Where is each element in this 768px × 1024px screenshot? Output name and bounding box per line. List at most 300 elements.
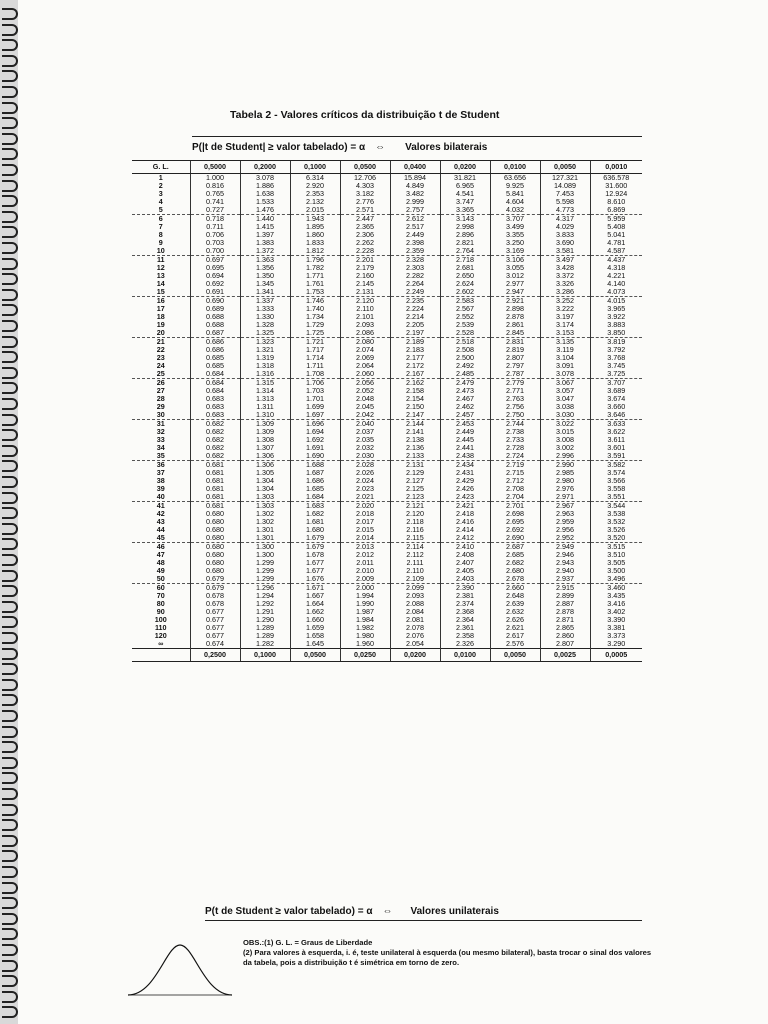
spiral-ring bbox=[2, 55, 18, 67]
critical-value-cell: 3.544 bbox=[590, 502, 642, 511]
critical-value-cell: 0.688 bbox=[190, 313, 240, 321]
critical-value-cell: 2.183 bbox=[390, 346, 440, 354]
gl-cell: 37 bbox=[156, 469, 165, 477]
critical-value-cell: 12.924 bbox=[590, 190, 642, 198]
critical-value-cell: 1.690 bbox=[290, 452, 340, 461]
critical-value-cell: 2.306 bbox=[340, 231, 390, 239]
critical-value-cell: 2.056 bbox=[340, 379, 390, 388]
gl-cell: 90 bbox=[156, 608, 165, 616]
unilateral-alpha: 0,1000 bbox=[240, 649, 290, 662]
critical-value-cell: 9.925 bbox=[490, 182, 540, 190]
critical-value-cell: 2.687 bbox=[490, 543, 540, 552]
critical-value-cell: 1.296 bbox=[240, 584, 290, 593]
critical-value-cell: 2.976 bbox=[540, 485, 590, 493]
critical-value-cell: 3.646 bbox=[590, 411, 642, 420]
critical-value-cell: 3.883 bbox=[590, 321, 642, 329]
critical-value-cell: 3.768 bbox=[590, 354, 642, 362]
critical-value-cell: 2.999 bbox=[390, 198, 440, 206]
critical-value-cell: 2.078 bbox=[390, 624, 440, 632]
critical-value-cell: 1.677 bbox=[290, 567, 340, 575]
critical-value-cell: 1.860 bbox=[290, 231, 340, 239]
spiral-ring bbox=[2, 554, 18, 566]
critical-value-cell: 1.300 bbox=[240, 551, 290, 559]
critical-value-cell: 1.687 bbox=[290, 469, 340, 477]
alpha-header: 0,0400 bbox=[390, 161, 440, 174]
critical-value-cell: 1.671 bbox=[290, 584, 340, 593]
critical-value-cell: 3.660 bbox=[590, 403, 642, 411]
critical-value-cell: 2.744 bbox=[490, 420, 540, 429]
critical-value-cell: 3.143 bbox=[440, 215, 490, 224]
critical-value-cell: 0.741 bbox=[190, 198, 240, 206]
gl-cell: 41 bbox=[156, 501, 165, 510]
critical-value-cell: 2.035 bbox=[340, 436, 390, 444]
critical-value-cell: 1.782 bbox=[290, 264, 340, 272]
critical-value-cell: 2.764 bbox=[440, 247, 490, 256]
critical-value-cell: 2.125 bbox=[390, 485, 440, 493]
critical-value-cell: 1.746 bbox=[290, 297, 340, 306]
spiral-ring bbox=[2, 273, 18, 285]
critical-value-cell: 2.201 bbox=[340, 256, 390, 265]
spiral-ring bbox=[2, 507, 18, 519]
spiral-ring bbox=[2, 523, 18, 535]
table-row bbox=[132, 329, 642, 338]
critical-value-cell: 2.602 bbox=[440, 288, 490, 297]
table-row bbox=[132, 616, 642, 624]
critical-value-cell: 3.435 bbox=[590, 592, 642, 600]
critical-value-cell: 1.676 bbox=[290, 575, 340, 584]
critical-value-cell: 3.499 bbox=[490, 223, 540, 231]
table-row bbox=[132, 231, 642, 239]
critical-value-cell: 0.700 bbox=[190, 247, 240, 256]
critical-value-cell: 0.684 bbox=[190, 387, 240, 395]
spiral-ring bbox=[2, 164, 18, 176]
critical-value-cell: 1.679 bbox=[290, 543, 340, 552]
critical-value-cell: 6.965 bbox=[440, 182, 490, 190]
critical-value-cell: 3.252 bbox=[540, 297, 590, 306]
critical-value-cell: 2.086 bbox=[340, 329, 390, 338]
critical-value-cell: 2.845 bbox=[490, 329, 540, 338]
unilateral-header bbox=[205, 906, 642, 921]
critical-value-cell: 3.725 bbox=[590, 370, 642, 379]
critical-value-cell: 636.578 bbox=[590, 174, 642, 183]
critical-value-cell: 0.677 bbox=[190, 616, 240, 624]
critical-value-cell: 2.398 bbox=[390, 239, 440, 247]
critical-value-cell: 5.041 bbox=[590, 231, 642, 239]
spiral-ring bbox=[2, 928, 18, 940]
critical-value-cell: 1.734 bbox=[290, 313, 340, 321]
critical-value-cell: 0.765 bbox=[190, 190, 240, 198]
critical-value-cell: 2.650 bbox=[440, 272, 490, 280]
critical-value-cell: 0.685 bbox=[190, 354, 240, 362]
table-row bbox=[132, 551, 642, 559]
critical-value-cell: 3.460 bbox=[590, 584, 642, 593]
gl-cell: 100 bbox=[154, 616, 167, 624]
critical-value-cell: 0.680 bbox=[190, 559, 240, 567]
critical-value-cell: 2.887 bbox=[540, 600, 590, 608]
critical-value-cell: 2.421 bbox=[440, 502, 490, 511]
critical-value-cell: 3.390 bbox=[590, 616, 642, 624]
critical-value-cell: 1.658 bbox=[290, 632, 340, 640]
gl-cell: 13 bbox=[156, 272, 165, 280]
critical-value-cell: 3.012 bbox=[490, 272, 540, 280]
critical-value-cell: 2.528 bbox=[440, 329, 490, 338]
critical-value-cell: 2.920 bbox=[290, 182, 340, 190]
critical-value-cell: 0.680 bbox=[190, 534, 240, 543]
spiral-ring bbox=[2, 913, 18, 925]
table-row bbox=[132, 239, 642, 247]
critical-value-cell: 0.680 bbox=[190, 551, 240, 559]
table-row bbox=[132, 182, 642, 190]
critical-value-cell: 3.515 bbox=[590, 543, 642, 552]
critical-value-cell: 1.682 bbox=[290, 510, 340, 518]
spiral-ring bbox=[2, 1006, 18, 1018]
critical-value-cell: 1.328 bbox=[240, 321, 290, 329]
critical-value-cell: 2.648 bbox=[490, 592, 540, 600]
critical-value-cell: 2.353 bbox=[290, 190, 340, 198]
critical-value-cell: 1.000 bbox=[190, 174, 240, 183]
critical-value-cell: 3.582 bbox=[590, 461, 642, 470]
critical-value-cell: 3.510 bbox=[590, 551, 642, 559]
critical-value-cell: 31.600 bbox=[590, 182, 642, 190]
critical-value-cell: 1.721 bbox=[290, 338, 340, 347]
gl-cell: 16 bbox=[156, 296, 165, 305]
spiral-ring bbox=[2, 772, 18, 784]
table-row bbox=[132, 469, 642, 477]
critical-value-cell: 1.306 bbox=[240, 452, 290, 461]
spiral-ring bbox=[2, 195, 18, 207]
critical-value-cell: 0.678 bbox=[190, 600, 240, 608]
critical-value-cell: 2.719 bbox=[490, 461, 540, 470]
critical-value-cell: 2.109 bbox=[390, 575, 440, 584]
unilateral-alpha: 0,0500 bbox=[290, 649, 340, 662]
critical-value-cell: 2.467 bbox=[440, 395, 490, 403]
critical-value-cell: 2.632 bbox=[490, 608, 540, 616]
critical-value-cell: 6.314 bbox=[290, 174, 340, 183]
critical-value-cell: 3.355 bbox=[490, 231, 540, 239]
critical-value-cell: 1.796 bbox=[290, 256, 340, 265]
table-row bbox=[132, 428, 642, 436]
spiral-ring bbox=[2, 757, 18, 769]
critical-value-cell: 1.960 bbox=[340, 640, 390, 649]
spiral-ring bbox=[2, 835, 18, 847]
critical-value-cell: 2.013 bbox=[340, 543, 390, 552]
critical-value-cell: 2.131 bbox=[340, 288, 390, 297]
critical-value-cell: 2.771 bbox=[490, 387, 540, 395]
critical-value-cell: 2.018 bbox=[340, 510, 390, 518]
critical-value-cell: 0.691 bbox=[190, 288, 240, 297]
critical-value-cell: 3.566 bbox=[590, 477, 642, 485]
spiral-ring bbox=[2, 429, 18, 441]
critical-value-cell: 2.167 bbox=[390, 370, 440, 379]
critical-value-cell: 2.915 bbox=[540, 584, 590, 593]
critical-value-cell: 2.021 bbox=[340, 493, 390, 502]
gl-cell: 17 bbox=[156, 305, 165, 313]
critical-value-cell: 4.604 bbox=[490, 198, 540, 206]
critical-value-cell: 1.984 bbox=[340, 616, 390, 624]
spiral-ring bbox=[2, 679, 18, 691]
critical-value-cell: 1.319 bbox=[240, 354, 290, 362]
spiral-ring bbox=[2, 804, 18, 816]
critical-value-cell: 2.040 bbox=[340, 420, 390, 429]
critical-value-cell: 2.947 bbox=[490, 288, 540, 297]
critical-value-cell: 2.099 bbox=[390, 584, 440, 593]
table-row bbox=[132, 256, 642, 265]
table-row bbox=[132, 543, 642, 552]
critical-value-cell: 2.485 bbox=[440, 370, 490, 379]
gl-cell: 22 bbox=[156, 346, 165, 354]
critical-value-cell: 3.428 bbox=[540, 264, 590, 272]
gl-cell: 45 bbox=[132, 534, 190, 543]
critical-value-cell: 1.350 bbox=[240, 272, 290, 280]
critical-value-cell: 2.154 bbox=[390, 395, 440, 403]
gl-cell: 5 bbox=[132, 206, 190, 215]
critical-value-cell: 2.028 bbox=[340, 461, 390, 470]
critical-value-cell: 1.316 bbox=[240, 370, 290, 379]
critical-value-cell: 0.682 bbox=[190, 428, 240, 436]
observations-note bbox=[243, 938, 653, 968]
critical-value-cell: 1.662 bbox=[290, 608, 340, 616]
critical-value-cell: 4.781 bbox=[590, 239, 642, 247]
obs-line-2: (2) Para valores à esquerda, i. é, teste unilateral à esquerda (ou mesmo bilateral), basta trocar o sinal dos valores da tabela, pois a distribuição t é simétrica em torno de zero. bbox=[243, 948, 652, 967]
spiral-ring bbox=[2, 710, 18, 722]
critical-value-cell: 2.026 bbox=[340, 469, 390, 477]
critical-value-cell: 3.402 bbox=[590, 608, 642, 616]
table-row bbox=[132, 264, 642, 272]
critical-value-cell: 1.289 bbox=[240, 624, 290, 632]
critical-value-cell: 1.291 bbox=[240, 608, 290, 616]
spiral-ring bbox=[2, 70, 18, 82]
critical-value-cell: 2.738 bbox=[490, 428, 540, 436]
critical-value-cell: 2.132 bbox=[290, 198, 340, 206]
critical-value-cell: 127.321 bbox=[540, 174, 590, 183]
critical-value-cell: 2.014 bbox=[340, 534, 390, 543]
critical-value-cell: 3.532 bbox=[590, 518, 642, 526]
critical-value-cell: 5.408 bbox=[590, 223, 642, 231]
critical-value-cell: 2.980 bbox=[540, 477, 590, 485]
critical-value-cell: 2.093 bbox=[340, 321, 390, 329]
critical-value-cell: 1.703 bbox=[290, 387, 340, 395]
critical-value-cell: 2.020 bbox=[340, 502, 390, 511]
spiral-ring bbox=[2, 726, 18, 738]
critical-value-cell: 2.898 bbox=[490, 305, 540, 313]
critical-value-cell: 2.508 bbox=[440, 346, 490, 354]
bilateral-label: Valores bilaterais bbox=[405, 142, 488, 153]
critical-value-cell: 2.787 bbox=[490, 370, 540, 379]
critical-value-cell: 1.299 bbox=[240, 567, 290, 575]
gl-cell: 23 bbox=[156, 354, 165, 362]
critical-value-cell: 0.679 bbox=[190, 584, 240, 593]
critical-value-cell: 3.057 bbox=[540, 387, 590, 395]
critical-value-cell: 3.047 bbox=[540, 395, 590, 403]
gl-cell: 120 bbox=[154, 632, 167, 640]
critical-value-cell: 5.841 bbox=[490, 190, 540, 198]
critical-value-cell: 2.160 bbox=[340, 272, 390, 280]
critical-value-cell: 2.052 bbox=[340, 387, 390, 395]
critical-value-cell: 2.552 bbox=[440, 313, 490, 321]
table-row bbox=[132, 640, 642, 649]
critical-value-cell: 2.224 bbox=[390, 305, 440, 313]
critical-value-cell: 2.410 bbox=[440, 543, 490, 552]
spiral-ring bbox=[2, 117, 18, 129]
gl-cell: 2 bbox=[158, 182, 163, 190]
critical-value-cell: 2.763 bbox=[490, 395, 540, 403]
critical-value-cell: 12.706 bbox=[340, 174, 390, 183]
critical-value-cell: 3.520 bbox=[590, 534, 642, 543]
critical-value-cell: 1.660 bbox=[290, 616, 340, 624]
critical-value-cell: 2.045 bbox=[340, 403, 390, 411]
critical-value-cell: 1.812 bbox=[290, 247, 340, 256]
gl-cell: 25 bbox=[132, 370, 190, 379]
critical-value-cell: 1.681 bbox=[290, 518, 340, 526]
table-row bbox=[132, 190, 642, 198]
critical-value-cell: 1.697 bbox=[290, 411, 340, 420]
critical-value-cell: 0.692 bbox=[190, 280, 240, 288]
critical-value-cell: 1.341 bbox=[240, 288, 290, 297]
critical-value-cell: 1.313 bbox=[240, 395, 290, 403]
critical-value-cell: 1.692 bbox=[290, 436, 340, 444]
critical-value-cell: 3.611 bbox=[590, 436, 642, 444]
critical-value-cell: 1.684 bbox=[290, 493, 340, 502]
table-row bbox=[132, 600, 642, 608]
critical-value-cell: 0.680 bbox=[190, 526, 240, 534]
gl-cell: 4 bbox=[158, 198, 163, 206]
critical-value-cell: 2.728 bbox=[490, 444, 540, 452]
gl-cell: 26 bbox=[156, 378, 165, 387]
critical-value-cell: 2.011 bbox=[340, 559, 390, 567]
spiral-ring bbox=[2, 414, 18, 426]
critical-value-cell: 3.290 bbox=[590, 640, 642, 649]
table-row bbox=[132, 346, 642, 354]
spiral-ring bbox=[2, 538, 18, 550]
critical-value-cell: 2.205 bbox=[390, 321, 440, 329]
critical-value-cell: 2.000 bbox=[340, 584, 390, 593]
gl-cell: 80 bbox=[156, 600, 165, 608]
critical-value-cell: 0.682 bbox=[190, 452, 240, 461]
critical-value-cell: 0.816 bbox=[190, 182, 240, 190]
critical-value-cell: 2.012 bbox=[340, 551, 390, 559]
critical-value-cell: 2.431 bbox=[440, 469, 490, 477]
critical-value-cell: 3.015 bbox=[540, 428, 590, 436]
critical-value-cell: 2.060 bbox=[340, 370, 390, 379]
critical-value-cell: 63.656 bbox=[490, 174, 540, 183]
gl-cell: 10 bbox=[132, 247, 190, 256]
critical-value-cell: 2.453 bbox=[440, 420, 490, 429]
critical-value-cell: 3.416 bbox=[590, 600, 642, 608]
table-row bbox=[132, 608, 642, 616]
critical-value-cell: 2.080 bbox=[340, 338, 390, 347]
table-row bbox=[132, 354, 642, 362]
spiral-ring bbox=[2, 24, 18, 36]
critical-value-cell: 3.022 bbox=[540, 420, 590, 429]
critical-value-cell: 2.971 bbox=[540, 493, 590, 502]
critical-value-cell: 2.084 bbox=[390, 608, 440, 616]
critical-value-cell: 2.374 bbox=[440, 600, 490, 608]
critical-value-cell: 2.695 bbox=[490, 518, 540, 526]
critical-value-cell: 1.309 bbox=[240, 420, 290, 429]
spiral-ring bbox=[2, 788, 18, 800]
critical-value-cell: 2.896 bbox=[440, 231, 490, 239]
critical-value-cell: 2.701 bbox=[490, 502, 540, 511]
critical-value-cell: 1.686 bbox=[290, 477, 340, 485]
gl-cell: 15 bbox=[132, 288, 190, 297]
critical-value-cell: 2.414 bbox=[440, 526, 490, 534]
critical-value-cell: 0.674 bbox=[190, 640, 240, 649]
critical-value-cell: 0.680 bbox=[190, 518, 240, 526]
critical-value-cell: 2.141 bbox=[390, 428, 440, 436]
critical-value-cell: 1.321 bbox=[240, 346, 290, 354]
spiral-ring bbox=[2, 648, 18, 660]
critical-value-cell: 0.703 bbox=[190, 239, 240, 247]
critical-value-cell: 1.290 bbox=[240, 616, 290, 624]
spiral-ring bbox=[2, 960, 18, 972]
bell-curve-icon bbox=[126, 940, 234, 1000]
spiral-ring bbox=[2, 304, 18, 316]
gl-cell: 3 bbox=[158, 190, 163, 198]
critical-value-cell: 2.131 bbox=[390, 461, 440, 470]
critical-value-cell: 3.497 bbox=[540, 256, 590, 265]
critical-value-cell: 2.009 bbox=[340, 575, 390, 584]
critical-value-cell: 4.073 bbox=[590, 288, 642, 297]
table-row bbox=[132, 403, 642, 411]
critical-value-cell: 3.135 bbox=[540, 338, 590, 347]
critical-value-cell: 4.437 bbox=[590, 256, 642, 265]
critical-value-cell: 3.965 bbox=[590, 305, 642, 313]
critical-value-cell: 2.462 bbox=[440, 403, 490, 411]
critical-value-cell: 2.015 bbox=[290, 206, 340, 215]
critical-value-cell: 1.740 bbox=[290, 305, 340, 313]
gl-cell: 31 bbox=[156, 419, 165, 428]
critical-value-cell: 2.264 bbox=[390, 280, 440, 288]
unilateral-alpha: 0,0005 bbox=[590, 649, 642, 662]
critical-value-cell: 3.526 bbox=[590, 526, 642, 534]
gl-cell: 44 bbox=[156, 526, 165, 534]
critical-value-cell: 3.922 bbox=[590, 313, 642, 321]
critical-value-cell: 2.120 bbox=[390, 510, 440, 518]
table-row bbox=[132, 436, 642, 444]
gl-cell: 27 bbox=[156, 387, 165, 395]
table-row bbox=[132, 223, 642, 231]
critical-value-cell: 2.685 bbox=[490, 551, 540, 559]
critical-value-cell: 2.681 bbox=[440, 264, 490, 272]
critical-value-cell: 3.581 bbox=[540, 247, 590, 256]
gl-cell: 40 bbox=[132, 493, 190, 502]
critical-value-cell: 2.069 bbox=[340, 354, 390, 362]
critical-value-cell: 2.120 bbox=[340, 297, 390, 306]
critical-value-cell: 1.694 bbox=[290, 428, 340, 436]
spiral-ring bbox=[2, 616, 18, 628]
critical-value-cell: 2.821 bbox=[440, 239, 490, 247]
critical-value-cell: 2.963 bbox=[540, 510, 590, 518]
critical-value-cell: 1.363 bbox=[240, 256, 290, 265]
critical-value-cell: 1.688 bbox=[290, 461, 340, 470]
critical-value-cell: 2.064 bbox=[340, 362, 390, 370]
critical-value-cell: 2.457 bbox=[440, 411, 490, 420]
table-row bbox=[132, 559, 642, 567]
table-row bbox=[132, 534, 642, 543]
gl-cell: 70 bbox=[156, 592, 165, 600]
critical-value-cell: 2.949 bbox=[540, 543, 590, 552]
critical-value-cell: 2.032 bbox=[340, 444, 390, 452]
critical-value-cell: 0.694 bbox=[190, 272, 240, 280]
spiral-ring bbox=[2, 320, 18, 332]
critical-value-cell: 0.681 bbox=[190, 469, 240, 477]
critical-value-cell: 1.714 bbox=[290, 354, 340, 362]
critical-value-cell: 2.418 bbox=[440, 510, 490, 518]
critical-value-cell: 0.677 bbox=[190, 608, 240, 616]
header-row bbox=[132, 161, 642, 174]
critical-value-cell: 2.626 bbox=[490, 616, 540, 624]
critical-value-cell: 2.358 bbox=[440, 632, 490, 640]
